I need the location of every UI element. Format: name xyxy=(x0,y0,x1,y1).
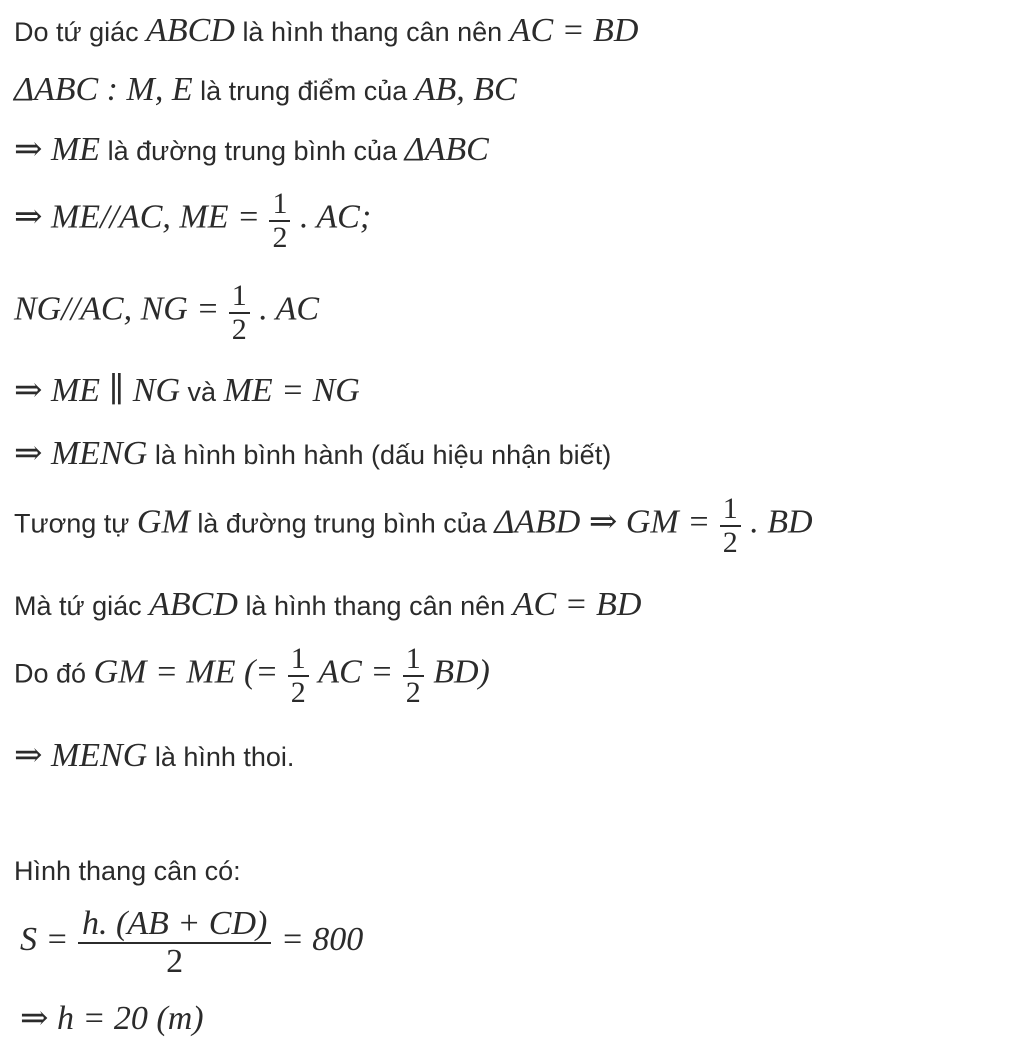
line-2 xyxy=(14,73,517,107)
math: . AC; xyxy=(299,198,372,236)
text: là hình thoi. xyxy=(154,742,295,772)
math: ⇒ h = 20 (m) xyxy=(20,1000,204,1037)
denominator: 2 xyxy=(405,675,421,709)
denominator: 2 xyxy=(272,220,288,254)
line-8 xyxy=(14,493,813,558)
numerator: 1 xyxy=(269,188,290,222)
math: BD) xyxy=(433,653,490,691)
line-6 xyxy=(14,374,360,408)
math: . AC xyxy=(259,290,320,328)
fraction xyxy=(288,643,309,708)
math: S = xyxy=(20,920,69,958)
text: là hình thang cân nên xyxy=(245,591,506,621)
math: ⇒ MENG xyxy=(14,737,148,774)
line-10 xyxy=(14,643,490,708)
text: là trung điểm của xyxy=(200,76,408,106)
line-4 xyxy=(14,188,371,253)
math: ABCD xyxy=(146,12,235,49)
numerator-text: h. (AB + CD) xyxy=(81,905,268,942)
math: ΔABC xyxy=(404,131,489,168)
text: là hình bình hành (dấu hiệu nhận biết) xyxy=(154,440,612,470)
math: AC = BD xyxy=(512,586,642,623)
math: ⇒ ME//AC, ME = xyxy=(14,198,260,236)
denominator: 2 xyxy=(290,675,306,709)
math: ⇒ MENG xyxy=(14,435,148,472)
math: NG//AC, NG = xyxy=(14,290,220,328)
text: là đường trung bình của xyxy=(107,136,398,166)
denominator: 2 xyxy=(231,312,247,346)
text: Hình thang cân có: xyxy=(14,856,241,886)
line-7 xyxy=(14,437,611,471)
line-1 xyxy=(14,14,638,48)
numerator xyxy=(78,906,271,944)
math: GM = ME (= xyxy=(93,653,279,691)
text: là đường trung bình của xyxy=(197,508,487,539)
fraction xyxy=(229,280,250,345)
text: là hình thang cân nên xyxy=(242,17,503,47)
text: và xyxy=(187,377,217,407)
math: GM xyxy=(136,503,190,541)
text: Do đó xyxy=(14,658,87,689)
line-14 xyxy=(20,1002,204,1036)
math: AB, BC xyxy=(414,71,517,108)
text: Tương tự xyxy=(14,508,130,539)
math: ΔABD ⇒ GM = xyxy=(494,503,711,541)
fraction xyxy=(78,906,271,979)
text: Mà tứ giác xyxy=(14,591,142,621)
text: Do tứ giác xyxy=(14,17,139,47)
math: ΔABC : M, E xyxy=(14,71,193,108)
math: ABCD xyxy=(149,586,238,623)
line-9 xyxy=(14,588,641,622)
denominator: 2 xyxy=(166,942,184,980)
line-5 xyxy=(14,280,319,345)
numerator: 1 xyxy=(288,643,309,677)
fraction xyxy=(720,493,741,558)
fraction xyxy=(403,643,424,708)
denominator: 2 xyxy=(722,525,738,559)
fraction xyxy=(269,188,290,253)
numerator: 1 xyxy=(403,643,424,677)
line-11 xyxy=(14,739,294,773)
math: ⇒ ME xyxy=(14,131,101,168)
math: AC = BD xyxy=(509,12,639,49)
numerator: 1 xyxy=(720,493,741,527)
line-12 xyxy=(14,858,241,885)
math: ME = NG xyxy=(223,372,360,409)
math: . BD xyxy=(750,503,813,541)
math: ⇒ ME ∥ NG xyxy=(14,372,181,409)
line-3 xyxy=(14,133,489,167)
numerator: 1 xyxy=(229,280,250,314)
line-13 xyxy=(20,906,363,979)
math: AC = xyxy=(318,653,394,691)
math: = 800 xyxy=(280,920,364,958)
